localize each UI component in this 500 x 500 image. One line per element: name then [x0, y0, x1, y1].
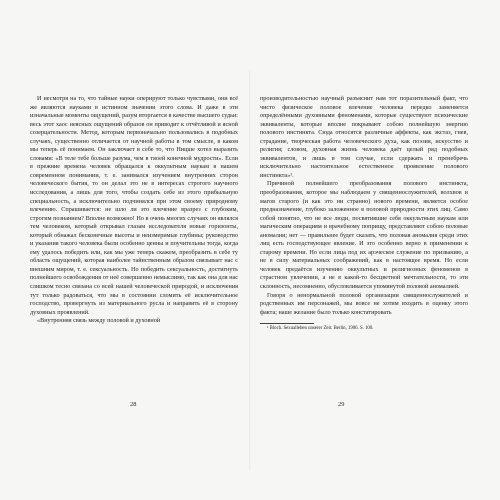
right-paragraph-2: Причиной полнейшего преобразования полового инстинкта, преобразования, которое мы наблюдаем у священнослужителей, волхвов и магов старого (и как это ни странно) нового времени, является особое предназначение, глубоко заложенное в половой природности этих лиц. Само собой понятно, что не все люди, посвятившие себя оккультным наукам или магическим операциям и врачебному поприщу, представляют собою половые аномалии; нет — правильнее будет сказать, что половая аномалия среди этих лиц есть господствующее явление. И это особенно верно в применении к старому времени. Но если лица под их арэческое служение по призванию, а не в силу материальных соображений, как в настоящее время. Но если человек предаётся изучению оккультных и религиозных феноменов в страстном увлечении, а не в какой-то бесцветной мечтательности, то эти склонность, несомненно, обусловливается упомянутой половой аномалией.: [260, 180, 468, 291]
right-paragraph-1: производительностью научный разъяснит нам тот поразительный факт, что чисто физическое половое влечение человека передко заменяется определёнными духовными феноменами, которые существуют психические эквиваленты, которые вполне покрывают собою полнейшую энергию полового инстинкта. Сюда относятся различные аффекты, как экстаз, гнев, страдание, творческая работа человеческого духа, как поэзия, искусство и религия; словом, духовная жизнь человека даёт целый ряд подобных эквивалентов, и лишь в том случае, если сдержать и пренебречь исключительно настоятельное естественное проявление полового инстинкта»¹.: [260, 95, 468, 179]
footnote-rule: [260, 323, 314, 324]
footnote: ¹ Bloch. Sexualleben unserer Zeit. Berlin, 1906. S. 100.: [267, 326, 374, 332]
left-page: [30, 95, 238, 326]
book-gutter: [249, 70, 251, 470]
right-page: [260, 95, 468, 332]
left-page-number: 28: [130, 401, 137, 408]
left-paragraph-1: И несмотря на то, что тайные науки оперируют только чувствами, они всё же являются науками в истинном значении этого слова. И даже в эти изначальные моменты ощущений, разум вторгается в качестве высшего судьи: весь этот хаос неясных ощущений образов он приводит к отчётливой и ясной созерцательности. Метод, которым первоначально пользовались в подобных случаях, существенно отличается от научной работы в том смысле, в каком мы теперь её понимаем. Он заключает в себе то, что Ницше хотел выразить словами: «В теле тебе больше разума, чем в твоей конечной мудрости». Если в прежние времена человек обращался к оккультным наукам в нашем современном понимании, т. е. занимался изучением внутренних сторон человеческого бытия, то он делал это не в интересах строгого научного исследования, а лишь для того, чтобы создать себе из этого прибыльную специальность, а исключительно подчинялся при этом своему природному влечению. Спрашивается: не шло ли это влечение вразрез с глубоким, строгим познанием? Вполне возможно! Но в очень многих случаях он являлся тем человеком, который открывал глазам исследователя новые горизонты, который обнажал бесконечные высоты и неизмеримые глубины; руководство и указания такого человека были особенно ценны и поучительны тогда, когда ему удалось победить или, как мы уже теперь скажем, преобразить в себе ту область ощущений, которая наиболее тайнственным образом связывает нас с внешним миром, т. е. сексуальность. Но победить сексуальность, достигнуть полнейшего освобождения от неё совершенно немыслимо, так как она для нас слишком тесно связана со всей нашей человеческой природой, и исключения тут только радоваться, что мы в состоянии сломить её исключительное господство, провергнуть из материального русла и направить её в сторону духовных проявлений.: [30, 95, 238, 316]
right-page-number: 29: [338, 401, 345, 408]
right-paragraph-3: Говоря о ненормальной половой организации священнослужителей и родственных им персонажей, мы вовсе не хотим входить в оценку этого факта; наше желание было только констатировать: [260, 291, 468, 316]
left-paragraph-2: «Внутренняя связь между половой и духовной: [37, 317, 161, 325]
